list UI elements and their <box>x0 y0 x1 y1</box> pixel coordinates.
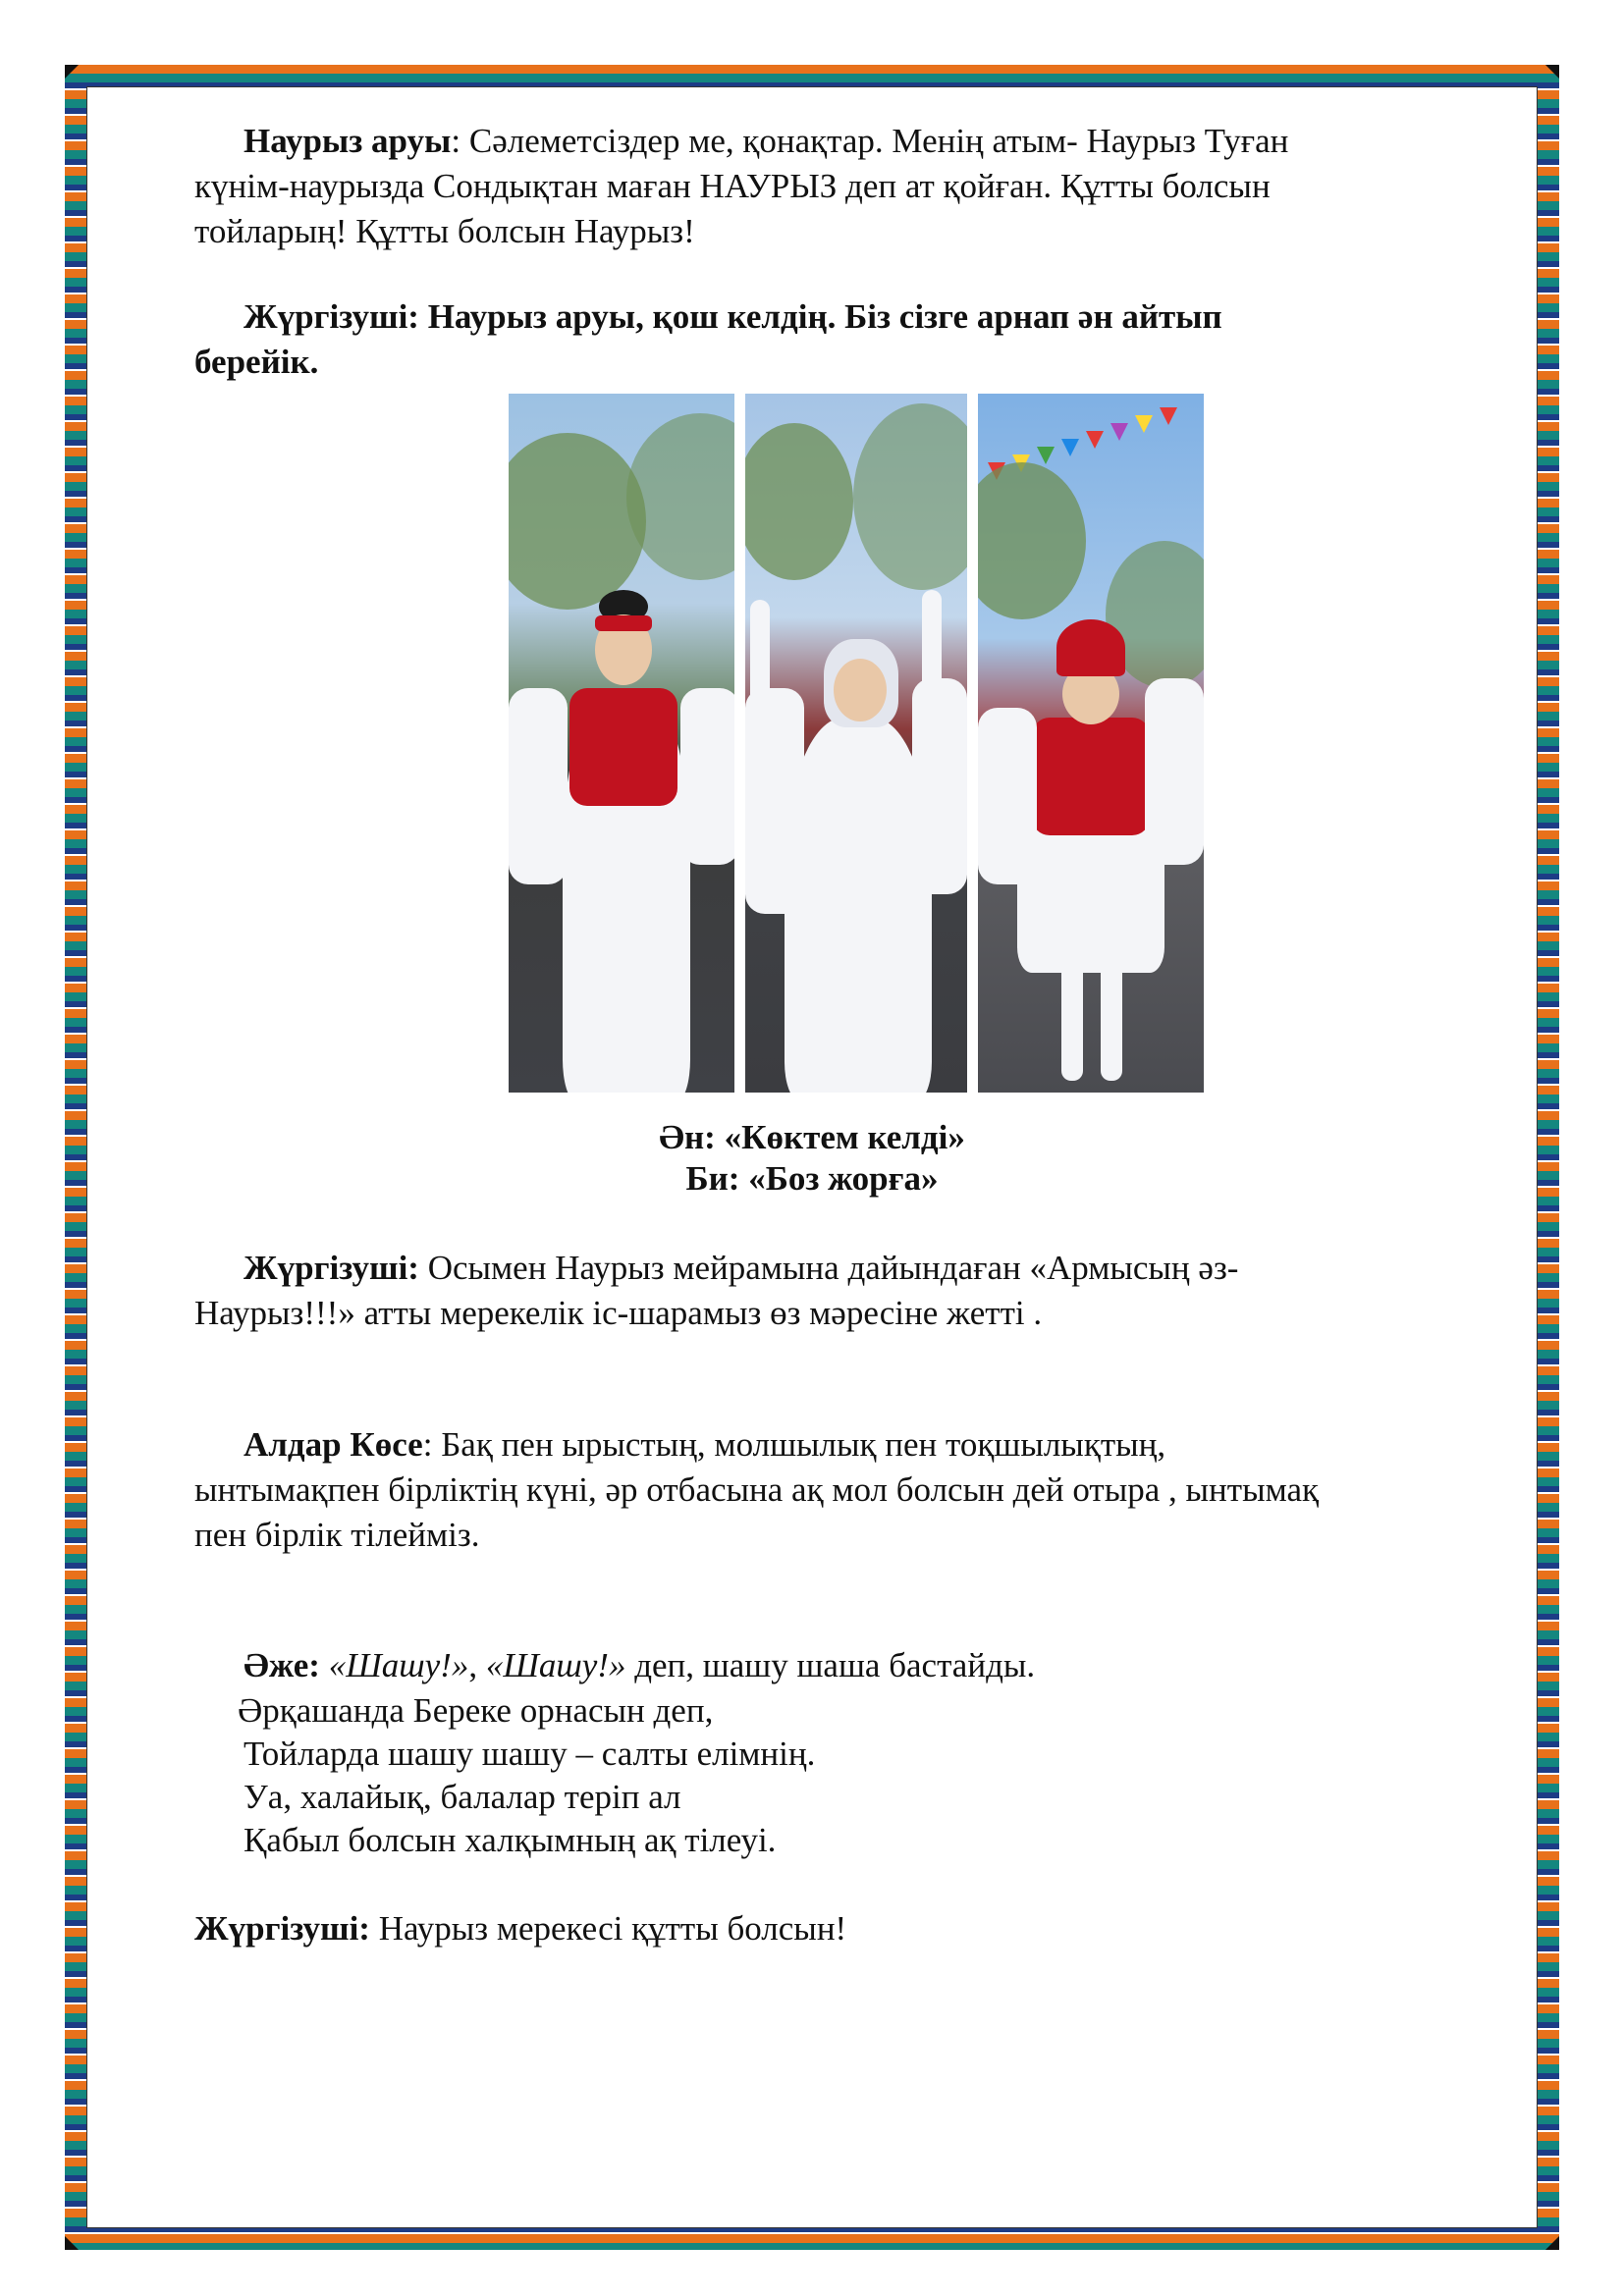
text: «Шашу!» <box>328 1646 469 1684</box>
speaker-name: Жүргізуші: <box>244 1249 419 1287</box>
paragraph-line <box>194 210 1481 252</box>
photo-girl-red-hat <box>978 394 1204 1093</box>
photo-girl-red-vest <box>509 394 734 1093</box>
verse-line <box>194 1689 1524 1732</box>
paragraph-line <box>194 165 1481 207</box>
text: тойларың! Құтты болсын Наурыз! <box>194 212 695 250</box>
text: «Шашу!» <box>485 1646 626 1684</box>
verse-line <box>194 1733 1530 1775</box>
paragraph-aldar-kose <box>194 1423 1481 1466</box>
song-caption <box>0 1117 1624 1158</box>
text: күнім-наурызда Сондықтан маған НАУРЫЗ деп ат қойған. Құтты болсын <box>194 167 1271 205</box>
text: Ән: «Көктем келді» <box>659 1118 965 1156</box>
paragraph-azhe <box>194 1644 1481 1686</box>
text: Би: «Боз жорға» <box>685 1159 939 1198</box>
paragraph-line <box>194 341 1481 383</box>
speaker-name: Жүргізуші: <box>194 1909 370 1948</box>
paragraph-nauryz-aruy <box>194 120 1481 162</box>
text: берейік. <box>194 343 319 381</box>
text: пен бірлік тілейміз. <box>194 1516 480 1554</box>
verse-line <box>194 1819 1530 1861</box>
speaker-name: Әже: <box>244 1646 320 1684</box>
text: Қабыл болсын халқымның ақ тілеуі. <box>244 1821 777 1859</box>
corner-ornament-icon <box>1545 2236 1559 2250</box>
photo-girl-white-dress <box>745 394 967 1093</box>
speaker-name: Наурыз аруы <box>244 122 452 160</box>
text: ынтымақпен бірліктің күні, әр отбасына ақ мол болсын дей отыра , ынтымақ <box>194 1470 1320 1509</box>
text: Жүргізуші: Наурыз аруы, қош келдің. Біз сізге арнап ән айтып <box>244 297 1222 336</box>
paragraph-line <box>194 1468 1481 1511</box>
text: Наурыз!!!» атты мерекелік іс-шарамыз өз мәресіне жетті . <box>194 1294 1043 1332</box>
text: , <box>468 1646 486 1684</box>
text: Осымен Наурыз мейрамына дайындаған «Армысың әз- <box>418 1249 1239 1287</box>
paragraph-line <box>194 1514 1481 1556</box>
photo-collage <box>509 394 1214 1093</box>
dance-caption <box>0 1158 1624 1200</box>
paragraph-host-closing <box>194 1247 1481 1289</box>
text: : Бақ пен ырыстың, молшылық пен тоқшылықтың, <box>422 1425 1166 1464</box>
speaker-name: Алдар Көсе <box>244 1425 423 1464</box>
paragraph-host-greeting <box>194 295 1481 338</box>
paragraph-final-greeting <box>194 1907 1481 1949</box>
text: Әрқашанда Береке орнасын деп, <box>238 1691 714 1730</box>
corner-ornament-icon <box>65 65 79 79</box>
text: деп, шашу шаша бастайды. <box>625 1646 1036 1684</box>
text: Уа, халайық, балалар теріп ал <box>244 1778 681 1816</box>
corner-ornament-icon <box>65 2236 79 2250</box>
text: Наурыз мерекесі құтты болсын! <box>369 1909 847 1948</box>
verse-line <box>194 1776 1530 1818</box>
text: Тойларда шашу шашу – салты елімнің. <box>244 1735 816 1773</box>
paragraph-line <box>194 1292 1481 1334</box>
corner-ornament-icon <box>1545 65 1559 79</box>
text: : Сәлеметсіздер ме, қонақтар. Менің атым- Наурыз Туған <box>451 122 1289 160</box>
